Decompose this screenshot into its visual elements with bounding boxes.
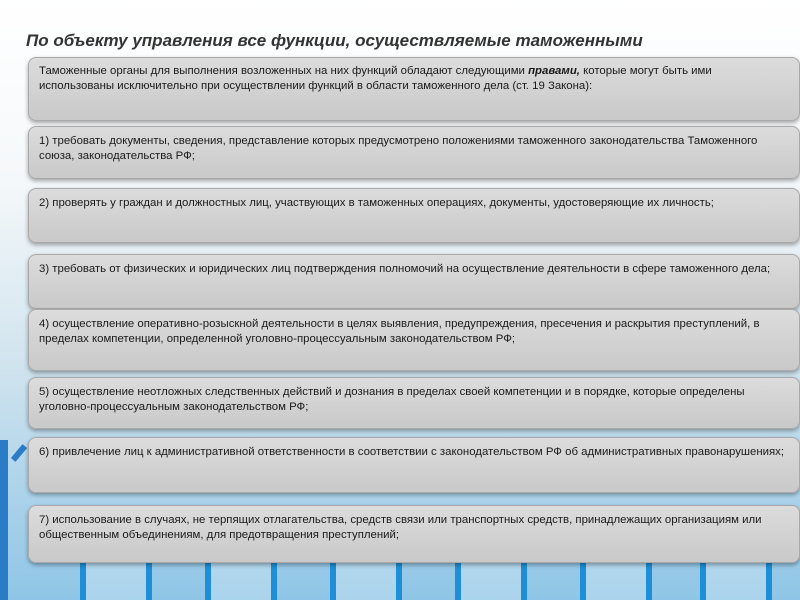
right-item-text: 7) использование в случаях, не терпящих отлагательства, средств связи или транспортных средств, принадлежащих организациям или общественным объединениям, для предотвращения преступлений; [39,514,762,541]
right-item-text: 1) требовать документы, сведения, представление которых предусмотрено положениями таможенного законодательства Таможенного союза, законодательства РФ; [39,135,758,162]
right-item-7 [28,505,800,563]
right-item-6 [28,437,800,493]
decorative-bar [11,444,27,462]
right-item-4 [28,309,800,371]
right-item-text: 2) проверять у граждан и должностных лиц, участвующих в таможенных операциях, документы, удостоверяющие их личность; [39,197,714,209]
right-item-3 [28,254,800,309]
right-item-text: 5) осуществление неотложных следственных действий и дознания в пределах своей компетенции и в порядке, которые определены уголовно-процессуальным законодательством РФ; [39,386,745,413]
right-item-text: 6) привлечение лиц к административной ответственности в соответствии с законодательством РФ об административных правонарушениях; [39,446,785,458]
right-item-5 [28,377,800,429]
right-item-text: 3) требовать от физических и юридических лиц подтверждения полномочий на осуществление деятельности в сфере таможенного дела; [39,263,771,275]
intro-text-end: которые могут быть ими использованы исключительно при осуществлении функций в области таможенного дела (ст. 19 Закона): [39,65,712,92]
rights-intro-panel [28,57,800,121]
intro-emphasis: правами, [528,65,580,77]
intro-text: Таможенные органы для выполнения возложенных на них функций обладают следующими [39,65,529,77]
right-item-2 [28,188,800,243]
right-item-text: 4) осуществление оперативно-розыскной деятельности в целях выявления, предупреждения, пресечения и раскрытия преступлений, в пределах компетенции, определенной уголовно-процессуальным законодательством РФ; [39,318,760,345]
right-item-1 [28,126,800,179]
slide-title: По объекту управления все функции, осуществляемые таможенными [26,31,643,50]
decorative-bar [0,440,8,600]
